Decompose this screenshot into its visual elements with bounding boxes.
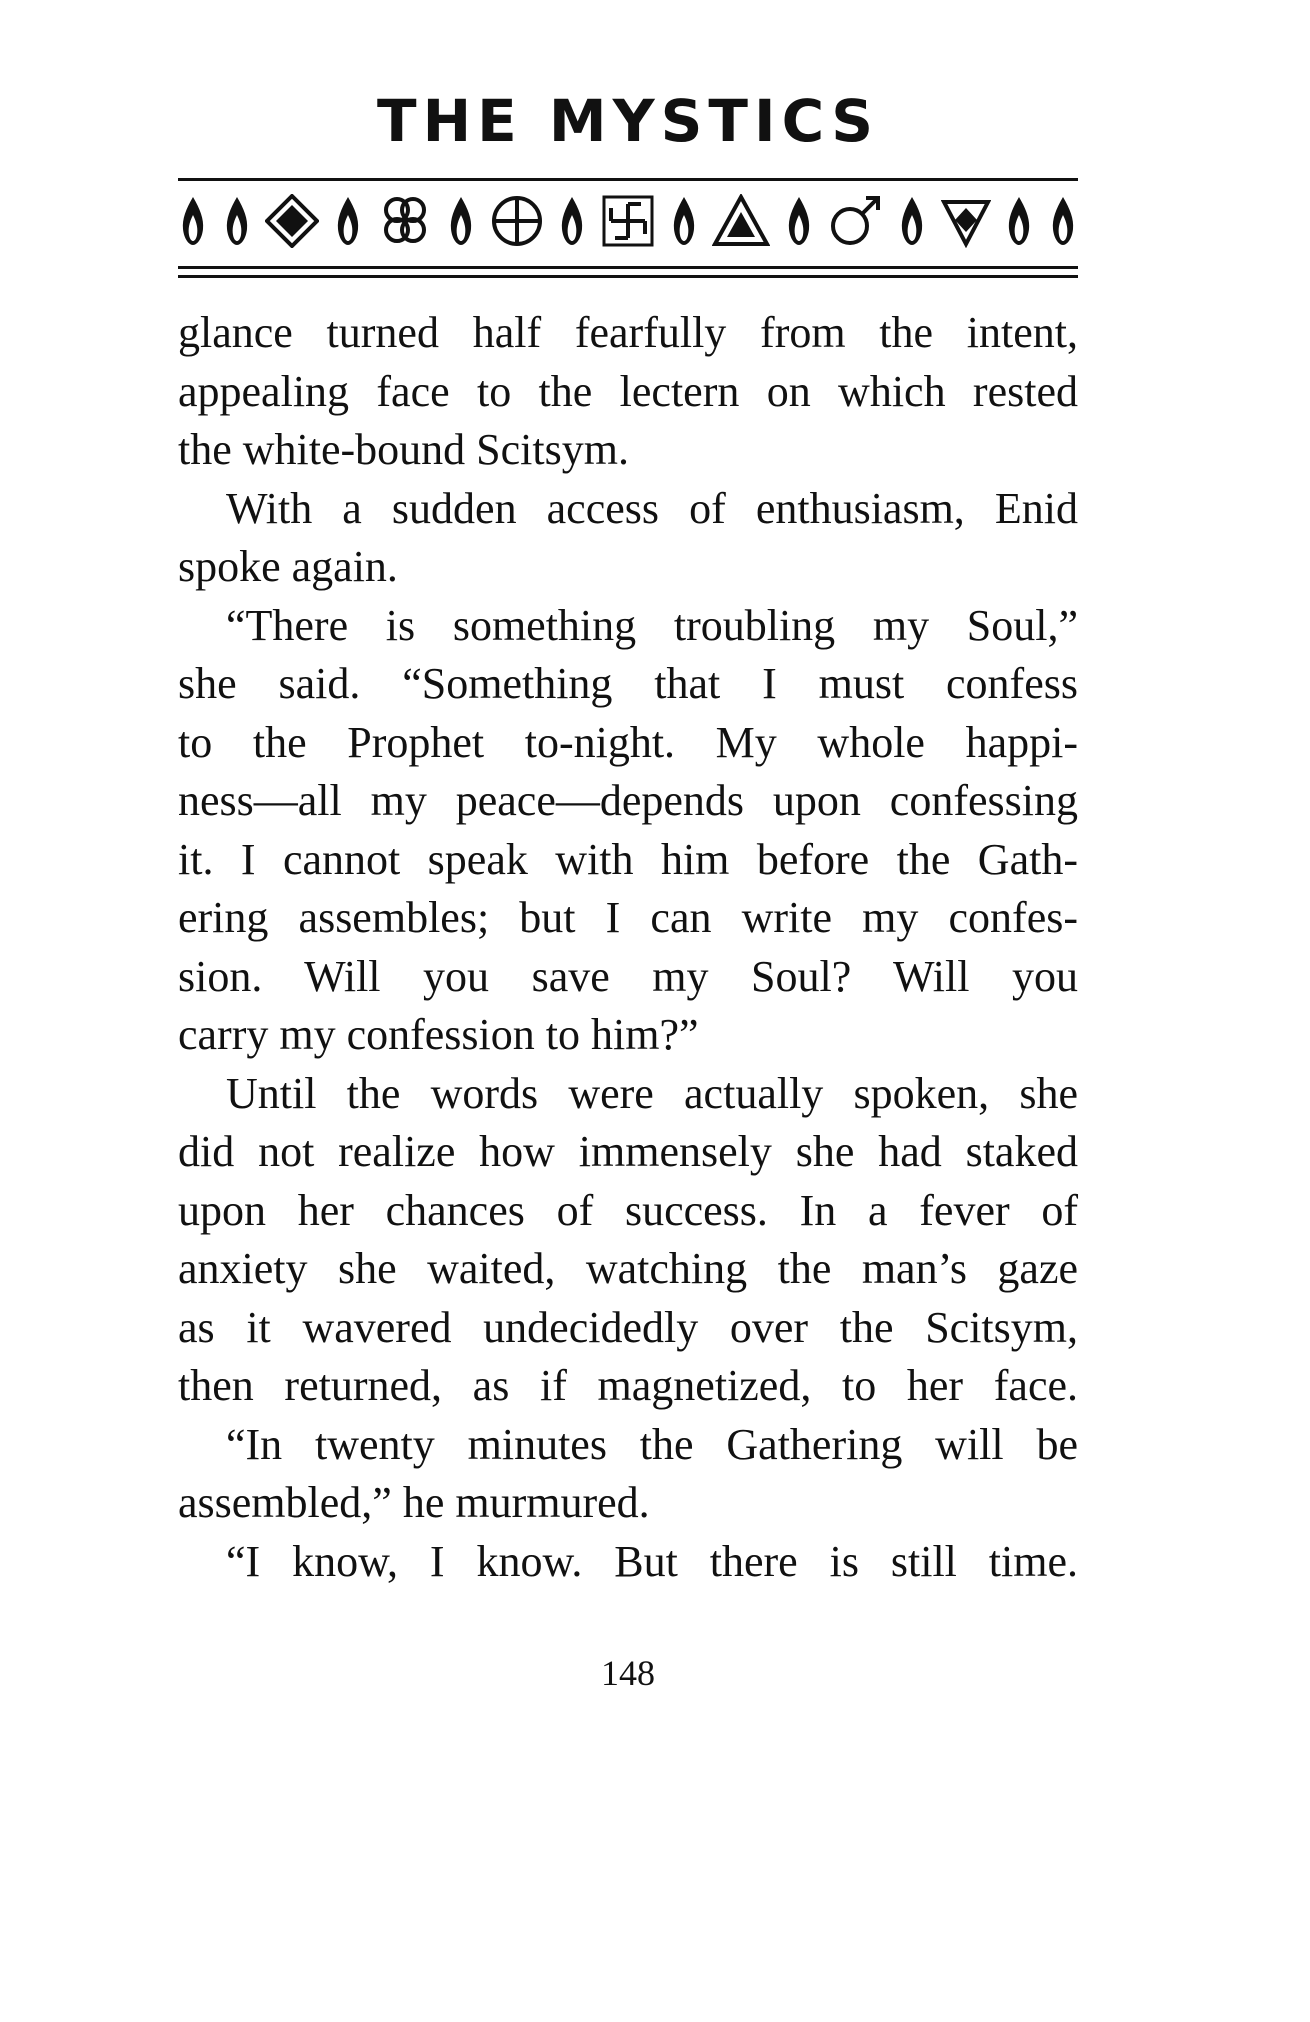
heart-diamond-icon <box>941 194 991 248</box>
flame-icon <box>222 195 252 247</box>
header-rule-bottom-double <box>178 275 1078 278</box>
knot-icon <box>377 194 433 248</box>
flame-icon <box>784 195 814 247</box>
text-line: glance turned half fearfully from the intent, <box>178 308 1078 357</box>
text-line: appealing face to the lectern on which rested <box>178 366 1078 416</box>
text-line: as it wavered undecidedly over the Scitsym, <box>178 1302 1078 1352</box>
text-line: Until the words were actually spoken, she <box>226 1068 1078 1118</box>
text-line: anxiety she waited, watching the man’s gaze <box>178 1244 1078 1293</box>
flame-icon <box>1048 195 1078 247</box>
text-line: assembled,” he murmured. <box>178 1478 650 1527</box>
header-rule-bottom <box>178 266 1078 269</box>
header-rule-top <box>178 178 1078 181</box>
flame-icon <box>446 195 476 247</box>
running-title: THE MYSTICS <box>377 87 879 155</box>
text-line: carry my confession to him?” <box>178 1010 699 1059</box>
body-text <box>178 304 1078 1591</box>
text-line: to the Prophet to-night. My whole happi- <box>178 717 1078 767</box>
text-line: she said. “Something that I must confess <box>178 659 1078 708</box>
page-number: 148 <box>601 1653 655 1693</box>
text-line: did not realize how immensely she had staked <box>178 1127 1078 1176</box>
ornament-band <box>178 190 1078 252</box>
text-line: ering assembles; but I can write my confes- <box>178 893 1078 942</box>
text-line: “In twenty minutes the Gathering will be <box>226 1419 1078 1469</box>
text-line: ness—all my peace—depends upon confessing <box>178 776 1078 825</box>
flame-icon <box>557 195 587 247</box>
flame-icon <box>669 195 699 247</box>
eye-triangle-icon <box>712 194 770 248</box>
text-line: “There is something troubling my Soul,” <box>226 600 1078 650</box>
text-line: upon her chances of success. In a fever of <box>178 1185 1078 1235</box>
cross-circle-icon <box>490 194 544 248</box>
flame-icon <box>333 195 363 247</box>
flame-icon <box>178 195 208 247</box>
flame-icon <box>1004 195 1034 247</box>
text-line: spoke again. <box>178 542 398 591</box>
text-line: With a sudden access of enthusiasm, Enid <box>226 483 1078 533</box>
text-line: then returned, as if magnetized, to her face. <box>178 1361 1078 1410</box>
diamond-icon <box>265 194 319 248</box>
text-line: it. I cannot speak with him before the Gath- <box>178 834 1078 884</box>
swastika-icon <box>601 194 655 248</box>
text-line: the white-bound Scitsym. <box>178 425 629 474</box>
flame-icon <box>897 195 927 247</box>
mars-icon <box>828 194 884 248</box>
text-line: sion. Will you save my Soul? Will you <box>178 951 1078 1001</box>
text-line: “I know, I know. But there is still time. <box>226 1536 1078 1586</box>
